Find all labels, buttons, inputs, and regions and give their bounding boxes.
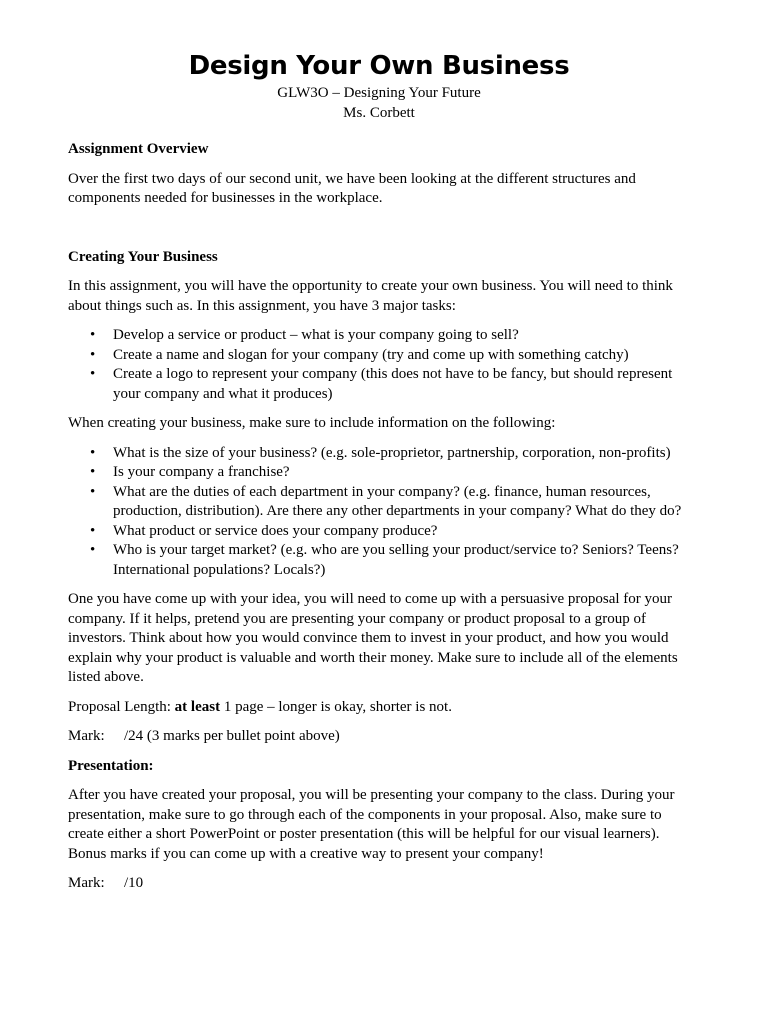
course-subtitle: GLW3O – Designing Your Future <box>277 85 481 101</box>
creating-intro: In this assignment, you will have the opportunity to create your own business. You will need to think about things such as. In this assignment, you have 3 major tasks: <box>68 278 673 314</box>
overview-heading: Assignment Overview <box>68 141 209 157</box>
presentation-heading: Presentation: <box>68 757 154 774</box>
bullet-icon: • <box>90 464 96 480</box>
include-list <box>68 444 690 581</box>
proposal-length: Proposal Length: at least 1 page – longer is okay, shorter is not. <box>68 698 452 715</box>
length-emphasis: at least <box>174 698 221 715</box>
bullet-icon: • <box>90 346 96 363</box>
list-item: • What are the duties of each department in your company? (e.g. finance, human resources, production, distribution). Are there any other departments in your company? What do they do? <box>90 483 682 519</box>
bullet-icon: • <box>90 483 96 500</box>
list-item: • Create a logo to represent your company (this does not have to be fancy, but should represent your company and what it produces) <box>90 366 673 402</box>
bullet-icon: • <box>90 522 96 539</box>
bullet-icon: • <box>90 444 96 461</box>
presentation-text: After you have created your proposal, you will be presenting your company to the class. During your presentation, make sure to go through each of the components in your proposal. Also, make sure to create either a short PowerPoint or poster presentation (this will be helpful for our visual learners). Bonus marks if you can come up with a creative way to present your company! <box>68 787 675 862</box>
presentation-mark: Mark: /10 <box>68 875 144 891</box>
proposal-mark: Mark: /24 (3 marks per bullet point above) <box>68 728 340 744</box>
document-content <box>68 48 690 894</box>
overview-text: Over the first two days of our second unit, we have been looking at the different structures and components needed for businesses in the workplace. <box>68 170 636 206</box>
bullet-icon: • <box>90 327 96 343</box>
include-intro: When creating your business, make sure to include information on the following: <box>68 415 556 431</box>
bullet-icon: • <box>90 366 96 382</box>
list-item: • Create a name and slogan for your company (try and come up with something catchy) <box>113 346 690 366</box>
list-item: • Who is your target market? (e.g. who are you selling your product/service to? Seniors? Teens? International populations? Locals?) <box>90 542 679 578</box>
list-item: • What is the size of your business? (e.g. sole-proprietor, partnership, corporation, non-profits) <box>113 444 690 464</box>
list-item: • Develop a service or product – what is your company going to sell? <box>113 326 690 346</box>
creating-heading: Creating Your Business <box>68 248 218 265</box>
bullet-icon: • <box>90 542 96 558</box>
list-item: • Is your company a franchise? <box>113 463 690 483</box>
teacher-name: Ms. Corbett <box>343 104 415 121</box>
tasks-list <box>68 326 690 404</box>
document-title: Design Your Own Business <box>188 51 570 81</box>
proposal-text: One you have come up with your idea, you will need to come up with a persuasive proposal for your company. If it helps, pretend you are presenting your company or product proposal to a group of investors. Think about how you would convince them to invest in your product, and how you would explain why your product is valuable and worth their money. Make sure to include all of the elements listed above. <box>68 591 678 685</box>
list-item: • What product or service does your company produce? <box>113 522 690 542</box>
